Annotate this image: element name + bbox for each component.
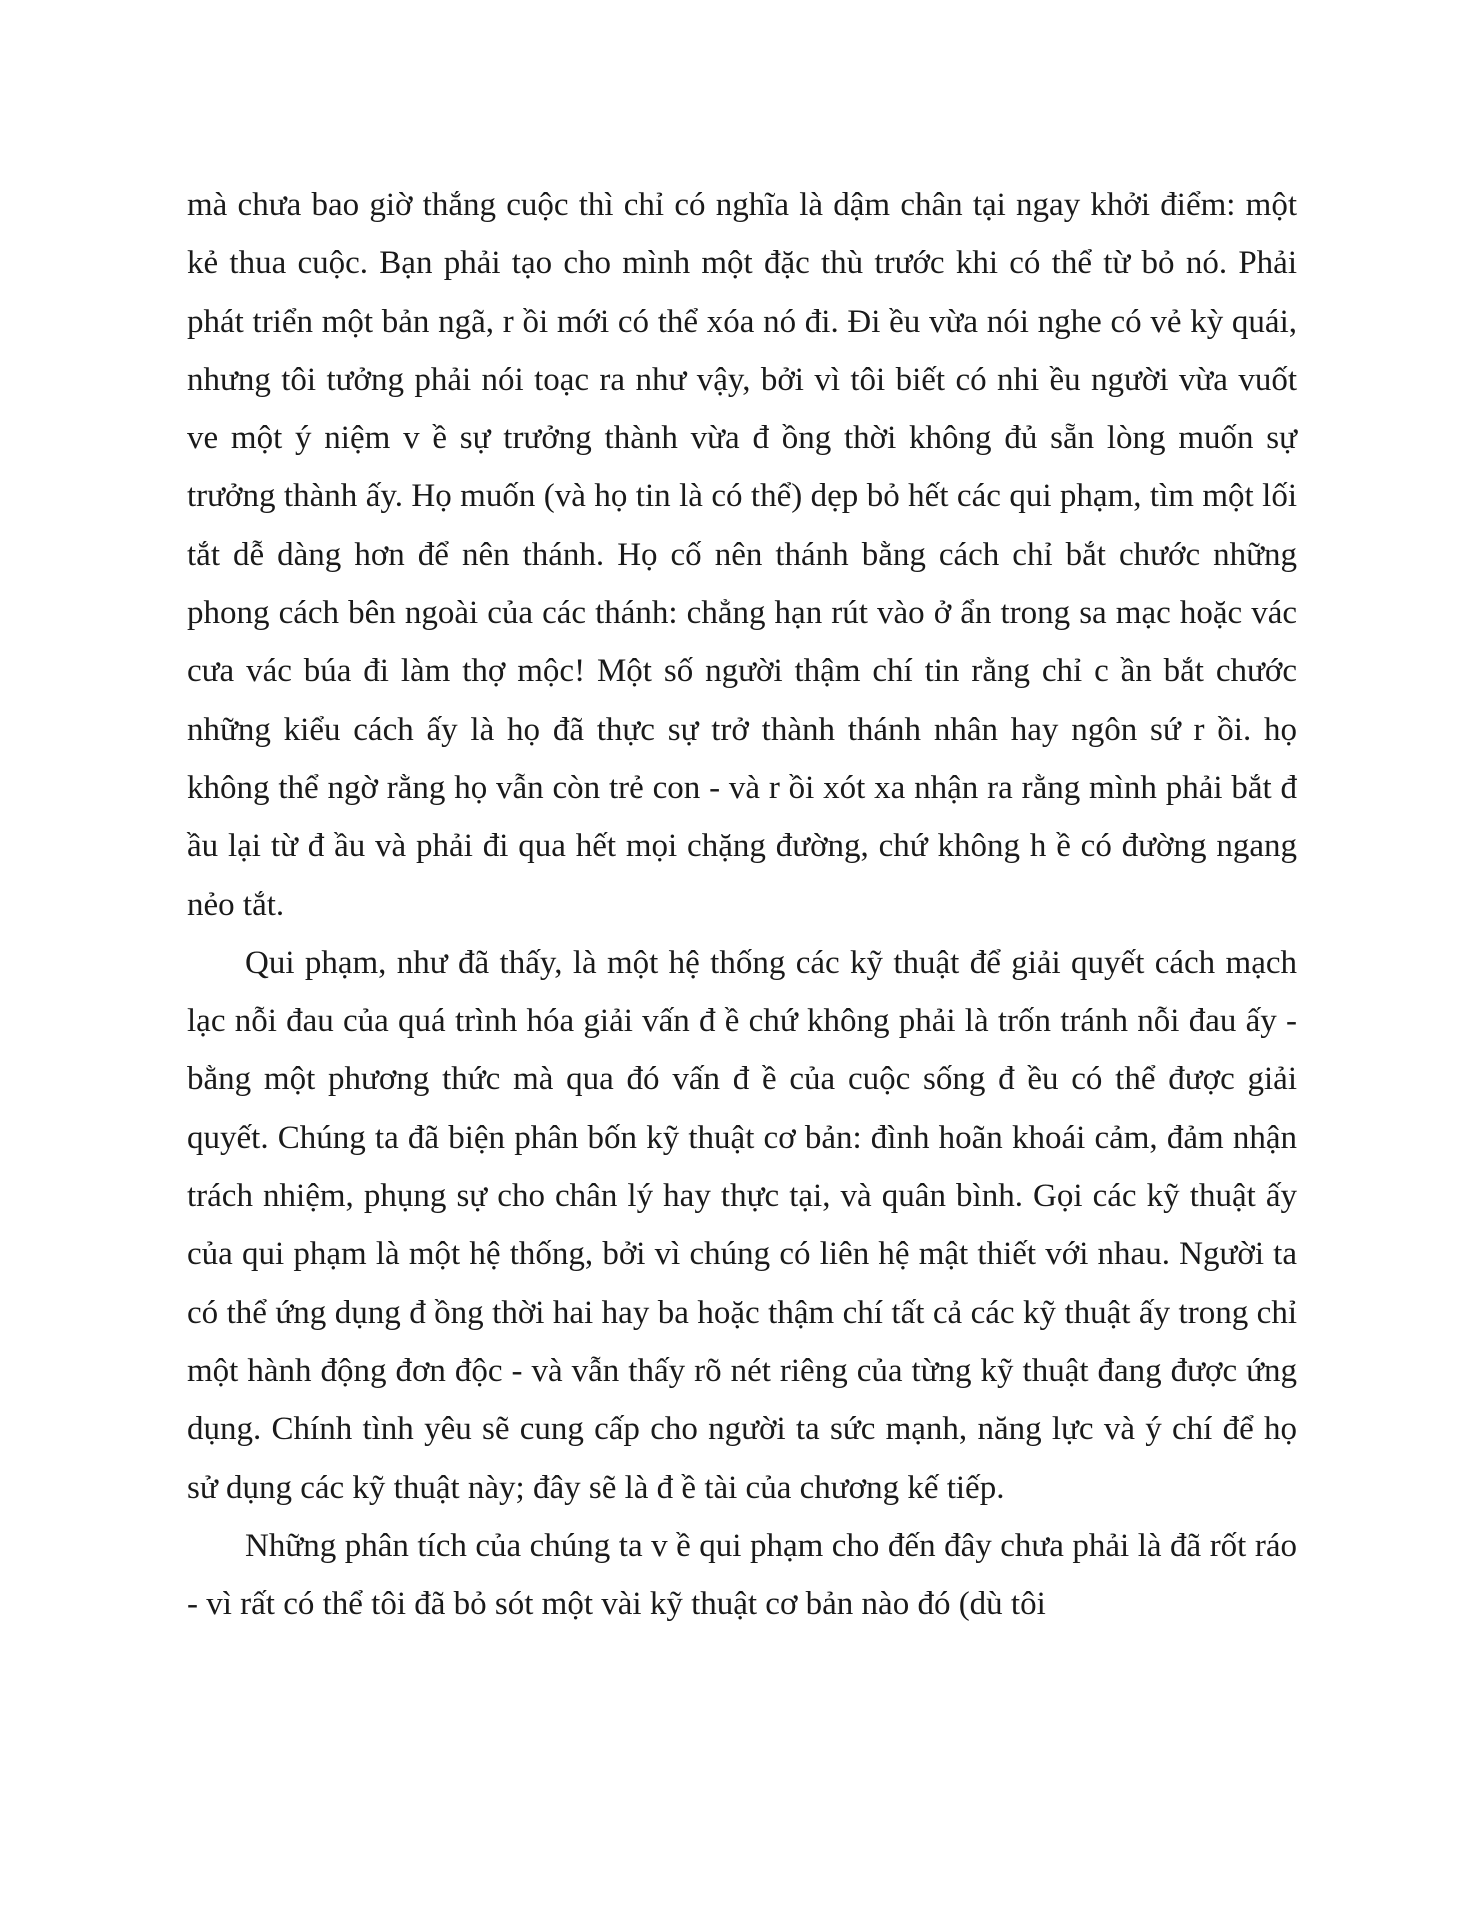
paragraph-continued: mà chưa bao giờ thắng cuộc thì chỉ có nghĩa là dậm chân tại ngay khởi điểm: một kẻ thua cuộc. Bạn phải tạo cho mình một đặc thù trước khi có thể từ bỏ nó. Phải phát triển một bản ngã, r ồi mới có thể xóa nó đi. Đi ều vừa nói nghe có vẻ kỳ quái, nhưng tôi tưởng phải nói toạc ra như vậy, bởi vì tôi biết có nhi ều người vừa vuốt ve một ý niệm v ề sự trưởng thành vừa đ ồng thời không đủ sẵn lòng muốn sự trưởng thành ấy. Họ muốn (và họ tin là có thể) dẹp bỏ hết các qui phạm, tìm một lối tắt dễ dàng hơn để nên thánh. Họ cố nên thánh bằng cách chỉ bắt chước những phong cách bên ngoài của các thánh: chẳng hạn rút vào ở ẩn trong sa mạc hoặc vác cưa vác búa đi làm thợ mộc! Một số người thậm chí tin rằng chỉ c ần bắt chước những kiểu cách ấy là họ đã thực sự trở thành thánh nhân hay ngôn sứ r ồi. họ không thể ngờ rằng họ vẫn còn trẻ con - và r ồi xót xa nhận ra rằng mình phải bắt đ ầu lại từ đ ầu và phải đi qua hết mọi chặng đường, chứ không h ề có đường ngang nẻo tắt. bbox=[187, 187, 1297, 923]
paragraph-discipline-system: Qui phạm, như đã thấy, là một hệ thống các kỹ thuật để giải quyết cách mạch lạc nỗi đau của quá trình hóa giải vấn đ ề chứ không phải là trốn tránh nỗi đau ấy - bằng một phương thức mà qua đó vấn đ ề của cuộc sống đ ều có thể được giải quyết. Chúng ta đã biện phân bốn kỹ thuật cơ bản: đình hoãn khoái cảm, đảm nhận trách nhiệm, phụng sự cho chân lý hay thực tại, và quân bình. Gọi các kỹ thuật ấy của qui phạm là một hệ thống, bởi vì chúng có liên hệ mật thiết với nhau. Người ta có thể ứng dụng đ ồng thời hai hay ba hoặc thậm chí tất cả các kỹ thuật ấy trong chỉ một hành động đơn độc - và vẫn thấy rõ nét riêng của từng kỹ thuật đang được ứng dụng. Chính tình yêu sẽ cung cấp cho người ta sức mạnh, năng lực và ý chí để họ sử dụng các kỹ thuật này; đây sẽ là đ ề tài của chương kế tiếp. bbox=[187, 944, 1297, 1506]
body-text bbox=[187, 176, 1297, 1633]
paragraph-analysis: Những phân tích của chúng ta v ề qui phạm cho đến đây chưa phải là đã rốt ráo - vì rất có thể tôi đã bỏ sót một vài kỹ thuật cơ bản nào đó (dù tôi bbox=[187, 1527, 1297, 1623]
